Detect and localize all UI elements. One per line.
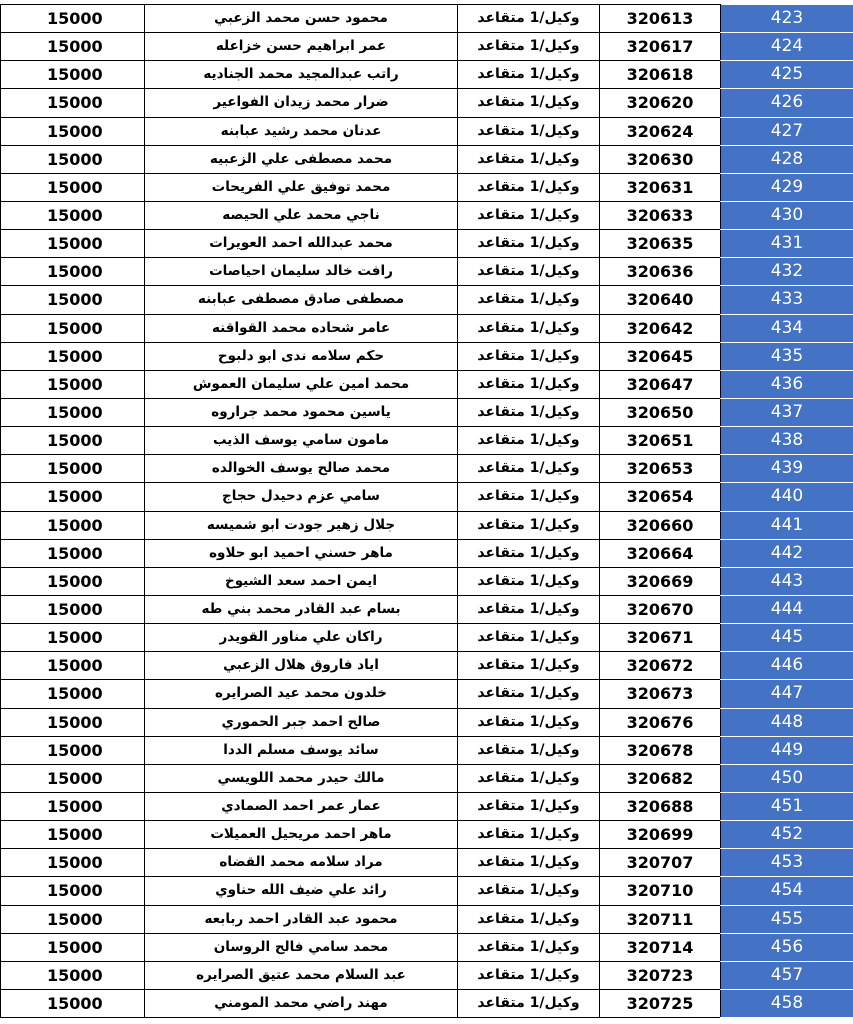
amount-cell[interactable]: 15000 xyxy=(1,764,145,792)
amount-cell[interactable]: 15000 xyxy=(1,145,145,173)
personnel-number-cell[interactable]: 320682 xyxy=(600,764,721,792)
row-index-cell[interactable]: 450 xyxy=(721,764,853,792)
full-name-cell[interactable]: راكان علي مناور القويدر xyxy=(145,624,458,652)
rank-cell[interactable]: وكيل/1 متقاعد xyxy=(458,595,600,623)
amount-cell[interactable]: 15000 xyxy=(1,89,145,117)
row-index-cell[interactable]: 437 xyxy=(721,398,853,426)
row-index-cell[interactable]: 453 xyxy=(721,849,853,877)
full-name-cell[interactable]: مامون سامي يوسف الذيب xyxy=(145,427,458,455)
row-index-cell[interactable]: 431 xyxy=(721,230,853,258)
row-index-cell[interactable]: 455 xyxy=(721,905,853,933)
amount-cell[interactable]: 15000 xyxy=(1,849,145,877)
row-index-cell[interactable]: 438 xyxy=(721,427,853,455)
full-name-cell[interactable]: عبد السلام محمد عتيق الصرايره xyxy=(145,961,458,989)
amount-cell[interactable]: 15000 xyxy=(1,708,145,736)
rank-cell[interactable]: وكيل/1 متقاعد xyxy=(458,201,600,229)
row-index-cell[interactable]: 454 xyxy=(721,877,853,905)
full-name-cell[interactable]: حكم سلامه ندى ابو دلبوح xyxy=(145,342,458,370)
amount-cell[interactable]: 15000 xyxy=(1,877,145,905)
amount-cell[interactable]: 15000 xyxy=(1,201,145,229)
row-index-cell[interactable]: 452 xyxy=(721,821,853,849)
personnel-number-cell[interactable]: 320636 xyxy=(600,258,721,286)
rank-cell[interactable]: وكيل/1 متقاعد xyxy=(458,736,600,764)
personnel-number-cell[interactable]: 320633 xyxy=(600,201,721,229)
amount-cell[interactable]: 15000 xyxy=(1,455,145,483)
amount-cell[interactable]: 15000 xyxy=(1,33,145,61)
rank-cell[interactable]: وكيل/1 متقاعد xyxy=(458,427,600,455)
table-row xyxy=(1,201,853,229)
amount-cell[interactable]: 15000 xyxy=(1,933,145,961)
personnel-number-cell[interactable]: 320710 xyxy=(600,877,721,905)
personnel-number-cell[interactable]: 320647 xyxy=(600,370,721,398)
full-name-cell[interactable]: محمود حسن محمد الزعبي xyxy=(145,5,458,33)
full-name-cell[interactable]: محمد امين علي سليمان العموش xyxy=(145,370,458,398)
full-name-cell[interactable]: عمر ابراهيم حسن خزاعله xyxy=(145,33,458,61)
personnel-number-cell[interactable]: 320699 xyxy=(600,821,721,849)
personnel-number-cell[interactable]: 320618 xyxy=(600,61,721,89)
personnel-number-cell[interactable]: 320613 xyxy=(600,5,721,33)
personnel-table xyxy=(0,4,853,1018)
personnel-number-cell[interactable]: 320635 xyxy=(600,230,721,258)
row-index-cell[interactable]: 444 xyxy=(721,595,853,623)
full-name-cell[interactable]: سامي عزم دحيدل حجاج xyxy=(145,483,458,511)
rank-cell[interactable]: وكيل/1 متقاعد xyxy=(458,398,600,426)
amount-cell[interactable]: 15000 xyxy=(1,342,145,370)
row-index-cell[interactable]: 428 xyxy=(721,145,853,173)
personnel-number-cell[interactable]: 320725 xyxy=(600,989,721,1017)
personnel-number-cell[interactable]: 320660 xyxy=(600,511,721,539)
amount-cell[interactable]: 15000 xyxy=(1,989,145,1017)
table-row xyxy=(1,258,853,286)
row-index-cell[interactable]: 451 xyxy=(721,792,853,820)
row-index-cell[interactable]: 439 xyxy=(721,455,853,483)
table-row xyxy=(1,5,853,33)
row-index-cell[interactable]: 457 xyxy=(721,961,853,989)
personnel-number-cell[interactable]: 320671 xyxy=(600,624,721,652)
full-name-cell[interactable]: راتب عبدالمجيد محمد الجناديه xyxy=(145,61,458,89)
full-name-cell[interactable]: ضرار محمد زيدان الفواعير xyxy=(145,89,458,117)
personnel-number-cell[interactable]: 320640 xyxy=(600,286,721,314)
personnel-number-cell[interactable]: 320620 xyxy=(600,89,721,117)
table-row xyxy=(1,33,853,61)
personnel-number-cell[interactable]: 320664 xyxy=(600,539,721,567)
personnel-number-cell[interactable]: 320617 xyxy=(600,33,721,61)
full-name-cell[interactable]: محمد صالح يوسف الخوالده xyxy=(145,455,458,483)
row-index-cell[interactable]: 425 xyxy=(721,61,853,89)
full-name-cell[interactable]: رائد علي ضيف الله حناوي xyxy=(145,877,458,905)
rank-cell[interactable]: وكيل/1 متقاعد xyxy=(458,708,600,736)
table-row xyxy=(1,230,853,258)
rank-cell[interactable]: وكيل/1 متقاعد xyxy=(458,933,600,961)
full-name-cell[interactable]: خلدون محمد عيد الصرايره xyxy=(145,680,458,708)
table-row xyxy=(1,145,853,173)
table-row xyxy=(1,933,853,961)
table-row xyxy=(1,89,853,117)
table-row xyxy=(1,877,853,905)
row-index-cell[interactable]: 434 xyxy=(721,314,853,342)
table-row xyxy=(1,708,853,736)
row-index-cell[interactable]: 443 xyxy=(721,567,853,595)
personnel-number-cell[interactable]: 320676 xyxy=(600,708,721,736)
amount-cell[interactable]: 15000 xyxy=(1,905,145,933)
amount-cell[interactable]: 15000 xyxy=(1,736,145,764)
amount-cell[interactable]: 15000 xyxy=(1,595,145,623)
table-row xyxy=(1,483,853,511)
table-row xyxy=(1,736,853,764)
rank-cell[interactable]: وكيل/1 متقاعد xyxy=(458,286,600,314)
full-name-cell[interactable]: سائد يوسف مسلم الددا xyxy=(145,736,458,764)
table-row xyxy=(1,427,853,455)
personnel-number-cell[interactable]: 320688 xyxy=(600,792,721,820)
row-index-cell[interactable]: 456 xyxy=(721,933,853,961)
amount-cell[interactable]: 15000 xyxy=(1,5,145,33)
amount-cell[interactable]: 15000 xyxy=(1,314,145,342)
row-index-cell[interactable]: 430 xyxy=(721,201,853,229)
rank-cell[interactable]: وكيل/1 متقاعد xyxy=(458,539,600,567)
full-name-cell[interactable]: محمد مصطفى علي الزعبيه xyxy=(145,145,458,173)
personnel-number-cell[interactable]: 320723 xyxy=(600,961,721,989)
amount-cell[interactable]: 15000 xyxy=(1,821,145,849)
table-row xyxy=(1,595,853,623)
full-name-cell[interactable]: عدنان محمد رشيد عبابنه xyxy=(145,117,458,145)
row-index-cell[interactable]: 441 xyxy=(721,511,853,539)
amount-cell[interactable]: 15000 xyxy=(1,652,145,680)
row-index-cell[interactable]: 449 xyxy=(721,736,853,764)
full-name-cell[interactable]: رافت خالد سليمان احياصات xyxy=(145,258,458,286)
table-row xyxy=(1,567,853,595)
table-row xyxy=(1,764,853,792)
full-name-cell[interactable]: ماهر حسني احميد ابو حلاوه xyxy=(145,539,458,567)
amount-cell[interactable]: 15000 xyxy=(1,173,145,201)
amount-cell[interactable]: 15000 xyxy=(1,567,145,595)
amount-cell[interactable]: 15000 xyxy=(1,427,145,455)
table-row xyxy=(1,792,853,820)
personnel-number-cell[interactable]: 320624 xyxy=(600,117,721,145)
full-name-cell[interactable]: عمار عمر احمد الصمادي xyxy=(145,792,458,820)
rank-cell[interactable]: وكيل/1 متقاعد xyxy=(458,173,600,201)
amount-cell[interactable]: 15000 xyxy=(1,117,145,145)
rank-cell[interactable]: وكيل/1 متقاعد xyxy=(458,764,600,792)
rank-cell[interactable]: وكيل/1 متقاعد xyxy=(458,117,600,145)
full-name-cell[interactable]: ماهر احمد مريحيل العميلات xyxy=(145,821,458,849)
table-row xyxy=(1,286,853,314)
row-index-cell[interactable]: 446 xyxy=(721,652,853,680)
rank-cell[interactable]: وكيل/1 متقاعد xyxy=(458,89,600,117)
table-row xyxy=(1,511,853,539)
personnel-number-cell[interactable]: 320673 xyxy=(600,680,721,708)
amount-cell[interactable]: 15000 xyxy=(1,539,145,567)
amount-cell[interactable]: 15000 xyxy=(1,230,145,258)
rank-cell[interactable]: وكيل/1 متقاعد xyxy=(458,370,600,398)
rank-cell[interactable]: وكيل/1 متقاعد xyxy=(458,314,600,342)
full-name-cell[interactable]: مالك حيدر محمد اللويسي xyxy=(145,764,458,792)
rank-cell[interactable]: وكيل/1 متقاعد xyxy=(458,849,600,877)
personnel-number-cell[interactable]: 320630 xyxy=(600,145,721,173)
rank-cell[interactable]: وكيل/1 متقاعد xyxy=(458,230,600,258)
table-row xyxy=(1,398,853,426)
row-index-cell[interactable]: 432 xyxy=(721,258,853,286)
amount-cell[interactable]: 15000 xyxy=(1,286,145,314)
full-name-cell[interactable]: محمود عبد القادر احمد ربابعه xyxy=(145,905,458,933)
personnel-number-cell[interactable]: 320631 xyxy=(600,173,721,201)
row-index-cell[interactable]: 435 xyxy=(721,342,853,370)
rank-cell[interactable]: وكيل/1 متقاعد xyxy=(458,145,600,173)
table-body xyxy=(1,5,853,1018)
personnel-number-cell[interactable]: 320672 xyxy=(600,652,721,680)
full-name-cell[interactable]: اياد فاروق هلال الزعبي xyxy=(145,652,458,680)
rank-cell[interactable]: وكيل/1 متقاعد xyxy=(458,511,600,539)
rank-cell[interactable]: وكيل/1 متقاعد xyxy=(458,483,600,511)
rank-cell[interactable]: وكيل/1 متقاعد xyxy=(458,652,600,680)
amount-cell[interactable]: 15000 xyxy=(1,961,145,989)
table-row xyxy=(1,989,853,1017)
personnel-number-cell[interactable]: 320711 xyxy=(600,905,721,933)
rank-cell[interactable]: وكيل/1 متقاعد xyxy=(458,792,600,820)
row-index-cell[interactable]: 427 xyxy=(721,117,853,145)
personnel-number-cell[interactable]: 320678 xyxy=(600,736,721,764)
rank-cell[interactable]: وكيل/1 متقاعد xyxy=(458,905,600,933)
full-name-cell[interactable]: عامر شحاده محمد القواقنه xyxy=(145,314,458,342)
rank-cell[interactable]: وكيل/1 متقاعد xyxy=(458,624,600,652)
full-name-cell[interactable]: صالح احمد جبر الحموري xyxy=(145,708,458,736)
row-index-cell[interactable]: 424 xyxy=(721,33,853,61)
amount-cell[interactable]: 15000 xyxy=(1,258,145,286)
full-name-cell[interactable]: محمد سامي فالح الروسان xyxy=(145,933,458,961)
table-row xyxy=(1,539,853,567)
personnel-number-cell[interactable]: 320642 xyxy=(600,314,721,342)
row-index-cell[interactable]: 433 xyxy=(721,286,853,314)
rank-cell[interactable]: وكيل/1 متقاعد xyxy=(458,567,600,595)
row-index-cell[interactable]: 447 xyxy=(721,680,853,708)
amount-cell[interactable]: 15000 xyxy=(1,511,145,539)
row-index-cell[interactable]: 426 xyxy=(721,89,853,117)
full-name-cell[interactable]: ايمن احمد سعد الشيوخ xyxy=(145,567,458,595)
amount-cell[interactable]: 15000 xyxy=(1,483,145,511)
table-row xyxy=(1,173,853,201)
amount-cell[interactable]: 15000 xyxy=(1,680,145,708)
full-name-cell[interactable]: جلال زهير جودت ابو شميسه xyxy=(145,511,458,539)
row-index-cell[interactable]: 448 xyxy=(721,708,853,736)
personnel-number-cell[interactable]: 320651 xyxy=(600,427,721,455)
table-row xyxy=(1,624,853,652)
full-name-cell[interactable]: مراد سلامه محمد القضاه xyxy=(145,849,458,877)
amount-cell[interactable]: 15000 xyxy=(1,370,145,398)
amount-cell[interactable]: 15000 xyxy=(1,624,145,652)
table-row xyxy=(1,961,853,989)
full-name-cell[interactable]: بسام عبد القادر محمد بني طه xyxy=(145,595,458,623)
rank-cell[interactable]: وكيل/1 متقاعد xyxy=(458,5,600,33)
full-name-cell[interactable]: محمد عبدالله احمد العويرات xyxy=(145,230,458,258)
row-index-cell[interactable]: 429 xyxy=(721,173,853,201)
rank-cell[interactable]: وكيل/1 متقاعد xyxy=(458,989,600,1017)
amount-cell[interactable]: 15000 xyxy=(1,61,145,89)
personnel-number-cell[interactable]: 320670 xyxy=(600,595,721,623)
rank-cell[interactable]: وكيل/1 متقاعد xyxy=(458,680,600,708)
rank-cell[interactable]: وكيل/1 متقاعد xyxy=(458,455,600,483)
row-index-cell[interactable]: 440 xyxy=(721,483,853,511)
amount-cell[interactable]: 15000 xyxy=(1,398,145,426)
table-row xyxy=(1,455,853,483)
rank-cell[interactable]: وكيل/1 متقاعد xyxy=(458,342,600,370)
rank-cell[interactable]: وكيل/1 متقاعد xyxy=(458,821,600,849)
spreadsheet xyxy=(0,4,853,1024)
amount-cell[interactable]: 15000 xyxy=(1,792,145,820)
full-name-cell[interactable]: مصطفى صادق مصطفى عبابنه xyxy=(145,286,458,314)
table-row xyxy=(1,821,853,849)
table-row xyxy=(1,342,853,370)
full-name-cell[interactable]: ياسين محمود محمد جراروه xyxy=(145,398,458,426)
personnel-number-cell[interactable]: 320707 xyxy=(600,849,721,877)
table-row xyxy=(1,905,853,933)
personnel-number-cell[interactable]: 320654 xyxy=(600,483,721,511)
table-row xyxy=(1,117,853,145)
row-index-cell[interactable]: 442 xyxy=(721,539,853,567)
personnel-number-cell[interactable]: 320650 xyxy=(600,398,721,426)
rank-cell[interactable]: وكيل/1 متقاعد xyxy=(458,61,600,89)
personnel-number-cell[interactable]: 320645 xyxy=(600,342,721,370)
row-index-cell[interactable]: 458 xyxy=(721,989,853,1017)
table-row xyxy=(1,314,853,342)
full-name-cell[interactable]: محمد توفيق علي الفريحات xyxy=(145,173,458,201)
row-index-cell[interactable]: 445 xyxy=(721,624,853,652)
rank-cell[interactable]: وكيل/1 متقاعد xyxy=(458,33,600,61)
rank-cell[interactable]: وكيل/1 متقاعد xyxy=(458,961,600,989)
rank-cell[interactable]: وكيل/1 متقاعد xyxy=(458,258,600,286)
table-row xyxy=(1,680,853,708)
full-name-cell[interactable]: مهند راضي محمد المومني xyxy=(145,989,458,1017)
table-row xyxy=(1,652,853,680)
personnel-number-cell[interactable]: 320714 xyxy=(600,933,721,961)
table-row xyxy=(1,849,853,877)
table-row xyxy=(1,370,853,398)
personnel-number-cell[interactable]: 320669 xyxy=(600,567,721,595)
table-row xyxy=(1,61,853,89)
row-index-cell[interactable]: 436 xyxy=(721,370,853,398)
full-name-cell[interactable]: ناجي محمد علي الحيصه xyxy=(145,201,458,229)
row-index-cell[interactable]: 423 xyxy=(721,5,853,33)
personnel-number-cell[interactable]: 320653 xyxy=(600,455,721,483)
rank-cell[interactable]: وكيل/1 متقاعد xyxy=(458,877,600,905)
